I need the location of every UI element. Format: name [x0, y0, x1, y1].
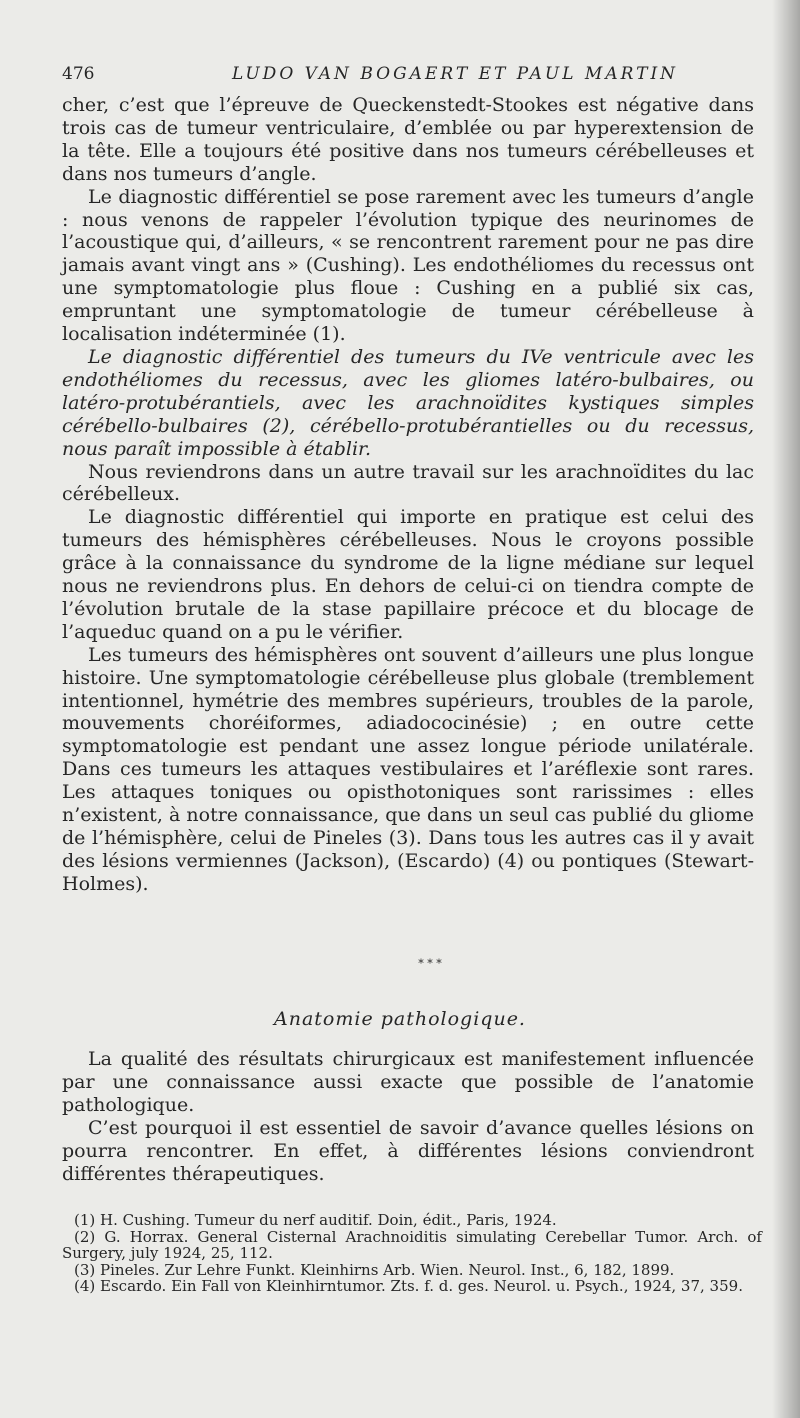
paragraph-6: Les tumeurs des hémisphères ont souvent d’ailleurs une plus longue histoire. Une symptomatologie cérébelleuse plus globale (tremblement intentionnel, hymétrie des membres supérieurs, troubles de la parole, mouvements choréiformes, adiadococinésie) ; en outre cette symptomatologie est pendant une assez longue période unilatérale. Dans ces tumeurs les attaques vestibulaires et l’aréflexie sont rares. Les attaques toniques ou opisthotoniques sont rarissimes : elles n’existent, à notre connaissance, que dans un seul cas publié du gliome de l’hémisphère, celui de Pineles (3). Dans tous les autres cas il y avait des lésions vermiennes (Jackson), (Escardo) (4) ou pontiques (Stewart-Holmes). [62, 643, 754, 895]
paragraph-4: Nous reviendrons dans un autre travail sur les arachnoïdites du lac cérébelleux. [62, 460, 754, 506]
section-title: Anatomie pathologique. [274, 1008, 526, 1030]
section-paragraph-2: C’est pourquoi il est essentiel de savoir d’avance quelles lésions on pourra rencontrer. En effet, à différentes lésions conviendront différentes thérapeutiques. [62, 1116, 754, 1185]
paragraph-2: Le diagnostic différentiel se pose rarement avec les tumeurs d’angle : nous venons de rappeler l’évolution typique des neurinomes de l’acoustique qui, d’ailleurs, « se rencontrent rarement pour ne pas dire jamais avant vingt ans » (Cushing). Les endothéliomes du recessus ont une symptomatologie plus floue : Cushing en a publié six cas, empruntant une symptomatologie de tumeur cérébelleuse à localisation indéterminée (1). [62, 185, 754, 346]
footnotes [62, 1212, 762, 1295]
running-head [62, 64, 722, 92]
page-number: 476 [62, 64, 95, 84]
footnote-4: (4) Escardo. Ein Fall von Kleinhirntumor. Zts. f. d. ges. Neurol. u. Psych., 1924, 37, 359. [74, 1277, 743, 1295]
footnote-2: (2) G. Horrax. General Cisternal Arachnoiditis simulating Cerebellar Tumor. Arch. of Surgery, july 1924, 25, 112. [62, 1227, 762, 1262]
paragraph-3: Le diagnostic différentiel des tumeurs du IVe ventricule avec les endothéliomes du recessus, avec les gliomes latéro-bulbaires, ou latéro-protubérantiels, avec les arachnoïdites kystiques simples cérébello-bulbaires (2), cérébello-protubérantielles ou du recessus, nous paraît impossible à établir. [62, 345, 754, 460]
page-edge-shadow [772, 0, 800, 1418]
section-separator-stars: * * * [418, 957, 442, 970]
footnote-3: (3) Pineles. Zur Lehre Funkt. Kleinhirns Arb. Wien. Neurol. Inst., 6, 182, 1899. [74, 1260, 675, 1279]
body-text [62, 94, 754, 896]
paragraph-5: Le diagnostic différentiel qui importe en pratique est celui des tumeurs des hémisphères cérébelleuses. Nous le croyons possible grâce à la connaissance du syndrome de la ligne médiane sur lequel nous ne reviendrons plus. En dehors de celui-ci on tiendra compte de l’évolution brutale de la stase papillaire précoce et du blocage de l’aqueduc quand on a pu le vérifier. [62, 506, 754, 643]
running-head-title: LUDO VAN BOGAERT ET PAUL MARTIN [232, 64, 679, 84]
footnote-1: (1) H. Cushing. Tumeur du nerf auditif. Doin, édit., Paris, 1924. [74, 1211, 557, 1229]
paragraph-1: cher, c’est que l’épreuve de Queckenstedt-Stookes est négative dans trois cas de tumeur ventriculaire, d’emblée ou par hyperextension de la tête. Elle a toujours été positive dans nos tumeurs cérébelleuses et dans nos tumeurs d’angle. [62, 94, 754, 185]
section-paragraph-1: La qualité des résultats chirurgicaux est manifestement influencée par une connaissance aussi exacte que possible de l’anatomie pathologique. [62, 1048, 754, 1116]
section-text [62, 1048, 754, 1185]
